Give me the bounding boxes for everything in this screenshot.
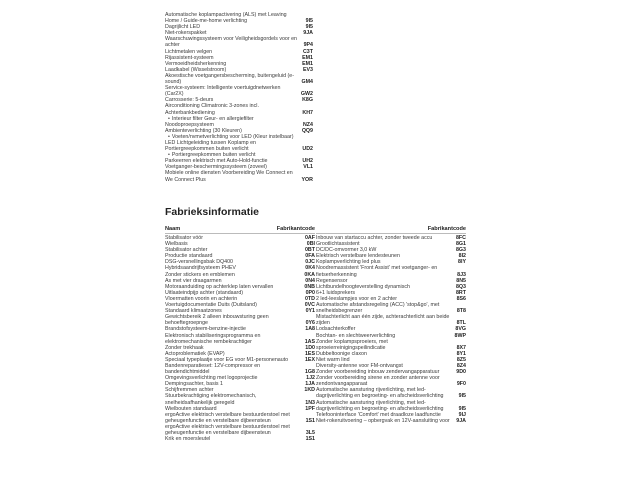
option-code: 1ES (304, 350, 315, 357)
option-code: EM1 (302, 54, 313, 61)
option-code: 0P0 (305, 289, 315, 296)
option-name: Omgevingsverlichting met logoprojectie (165, 375, 258, 382)
option-name: Krik en moersleutel (165, 436, 211, 443)
option-code: C3T (302, 48, 313, 55)
option-code: YOR (301, 176, 313, 183)
option-code: 9D0 (456, 369, 466, 376)
option-name: Waarschuwingssysteem voor Veiligheidsgordels voor en achter (165, 36, 297, 49)
option-code: 8WP (454, 332, 466, 339)
option-row (316, 339, 466, 351)
option-code: GM4 (301, 79, 313, 86)
option-code: 9P4 (303, 42, 313, 49)
option-code: 0FA (305, 253, 315, 260)
option-code: KH7 (302, 109, 313, 116)
option-code: 1G8 (304, 369, 315, 376)
option-code: 1S1 (305, 417, 315, 424)
option-code: 8RT (455, 289, 466, 296)
option-name: Mistachterlicht aan één zijde, achterachterlicht aan beide zijden (316, 314, 450, 327)
option-name: Lodsachterkoffer (316, 326, 356, 333)
option-code: 0Y6 (305, 320, 315, 327)
option-code: 0AF (304, 235, 315, 241)
option-name: Wielbouten standaard (165, 405, 217, 412)
option-code: 1J2 (306, 375, 315, 382)
option-name: Zonder stickers en emblemen (165, 271, 235, 278)
option-name: Carrosserie: 5-deurs (165, 97, 214, 104)
option-name: Grootlichtassistent (316, 241, 360, 248)
option-name: Gewichtsbereik 2 alleen inbouwsturing geen behoeftegroepnge (165, 314, 269, 327)
option-code: NZ4 (302, 121, 313, 128)
option-name: Dempingsachter, basis 1 (165, 381, 224, 388)
option-row (165, 333, 315, 345)
option-name: Zonder koplampsproeiers, met sproeierreinigingspeilindicatie (316, 338, 388, 351)
option-name: • Portiergreepkommen buiten verlicht (165, 152, 313, 158)
option-code: 8TL (456, 320, 466, 327)
option-name: Voertuigdocumentatie Duits (Duitsland) (165, 302, 257, 309)
option-code: 8G3 (455, 247, 466, 254)
option-row (165, 103, 313, 115)
option-name: Schijfremmen achter (165, 387, 214, 394)
option-row (316, 302, 466, 314)
option-name: Actoproblematiek (EVAP) (165, 350, 225, 357)
option-name: Standaard klimaatzones (165, 308, 222, 315)
option-name: Motoraanduiding op achterklep laten vervallen (165, 283, 274, 290)
option-name: Hybridsaandrijfsysteem PHEV (165, 265, 236, 272)
option-name: Inbouw van startaccu achter, zonder tweede accu (316, 235, 433, 241)
option-name: • Voeten/nvmetverlichting voor LED (Kleur instelbaar) (165, 134, 313, 140)
option-row (165, 314, 315, 326)
option-code: 9IJ (458, 411, 466, 418)
option-name: Automatische koplampactivering (ALS) met Leaving Home / Guide-me-home verlichting (165, 12, 287, 25)
option-code: 8T8 (456, 308, 466, 315)
option-code: EV3 (302, 66, 313, 73)
option-code: 0BI (306, 241, 315, 248)
option-row (165, 140, 313, 152)
code-header: Fabrikantcode (276, 226, 315, 232)
option-name: Zonder voorbereiding sirene en zonder antenne voor zendontvangapparaat (316, 375, 440, 388)
option-name: Ambienteverlichting (30 Kleuren) (165, 127, 242, 134)
option-name: Uitlaateindpijp achter (standaard) (165, 289, 244, 296)
option-code: VL1 (303, 164, 313, 171)
option-row (316, 418, 466, 424)
option-code: 1N3 (305, 399, 315, 406)
option-row (165, 393, 315, 405)
option-row (165, 85, 313, 97)
option-row (165, 36, 313, 48)
option-row (316, 400, 466, 412)
left-column-header (165, 226, 315, 234)
option-code: UD2 (302, 146, 313, 153)
option-code: 9I5 (305, 18, 313, 25)
option-name: Noodoproepsysteem (165, 121, 214, 128)
code-header: Fabrikantcode (427, 226, 466, 232)
option-name: Rijassistent-systeem (165, 54, 214, 61)
option-code: 9JA (456, 417, 466, 424)
option-code: 0Y1 (305, 308, 315, 315)
option-code: 0KA (304, 271, 315, 278)
option-code: 8N5 (456, 277, 466, 284)
option-code: 8FC (455, 235, 466, 241)
option-code: 0NB (304, 283, 315, 290)
option-code: QQ9 (301, 127, 313, 134)
option-code: 8S6 (456, 295, 466, 302)
option-name: Automatische aansturing rijverlichting, met led-dagrijverlichting en begroeting- en afscheidsverlichting (316, 399, 444, 412)
option-name: Parkeerren elektrisch met Auto-Hold-functie (165, 158, 268, 165)
option-name: Airconditioning Climatronic 3-zones incl. Achterbankbediening (165, 103, 259, 116)
option-name: Elektronisch stabiliseringsprogramma en elektromechanische rembekrachtiger (165, 332, 261, 345)
option-name: Koplampverlichting led plus (316, 259, 381, 266)
option-code: GW2 (300, 91, 313, 98)
option-code: 1KD (304, 387, 315, 394)
option-name: Speciaal typeplaatje voor EG voor M1-personenauto (165, 356, 289, 363)
option-code: 8I2 (458, 253, 466, 260)
option-code: 1AS (304, 338, 315, 345)
option-name: Bandenreparatieset: 12V-compressor en bandendichtmiddel (165, 362, 261, 376)
option-code: 8J3 (457, 271, 466, 278)
factory-info-left-column (165, 226, 315, 442)
option-row (316, 265, 466, 277)
option-row (165, 424, 315, 436)
option-code: EM1 (302, 60, 313, 67)
option-code: 9I5 (305, 24, 313, 31)
option-row (316, 314, 466, 326)
option-name: Bochtan- en slechtweerverlichting (316, 332, 396, 339)
option-code: 1D0 (305, 344, 315, 351)
option-name: Elektrisch verstelbare lendesteunen (316, 253, 400, 260)
option-name: Automatische aansturing rijverlichting, met led-dagrijverlichting en begroeting- en afscheidsverlichting (316, 387, 444, 400)
option-name: Zonder voorbereiding inbouw zendervangapparatuur (316, 369, 440, 376)
option-code: 0TD (304, 295, 315, 302)
option-name: Stabilisator achter (165, 247, 208, 254)
equipment-list (165, 12, 313, 183)
option-row (165, 363, 315, 375)
option-name: Zonder trekhaak (165, 344, 204, 351)
option-name: Lichtmetalen velgen (165, 48, 213, 55)
option-name: Laadkabel (Wisselstroom) (165, 66, 227, 73)
option-code: 0N4 (305, 277, 315, 284)
option-name: Akoestische voetgangersbescherming, buitengeluid (e-sound) (165, 72, 294, 86)
option-name: Dagrijlicht LED (165, 24, 201, 31)
option-code: 0JC (305, 259, 315, 266)
option-name: Telefooninterface 'Comfort' met draadloze laadfunctie (316, 411, 441, 418)
option-name: Niet warm lind (316, 356, 350, 363)
option-code: 3L5 (305, 430, 315, 436)
option-name: 6+1 luidsprekers (316, 289, 356, 296)
option-name: Automatische afstandsregeling (ACC) 'stop&go', met snelheidsbegrenzer (316, 302, 440, 315)
option-row (316, 375, 466, 387)
option-code: 1S1 (305, 436, 315, 443)
right-column-header (316, 226, 466, 234)
name-header: Naam (165, 226, 181, 232)
option-name: DSG-versnellingsbak DQ400 (165, 259, 234, 266)
option-name: Regensensor (316, 277, 348, 284)
option-code: 8X7 (456, 344, 466, 351)
option-row (165, 170, 313, 182)
option-name: ergoActive elektrisch verstelbare bestuurderstoel met geheugenfunctie en verstelbare dijbeensteun (165, 423, 290, 436)
option-code: 9JA (303, 30, 313, 37)
option-code: 1EX (304, 356, 315, 363)
option-code: 8Y1 (456, 350, 466, 357)
option-code: 1JA (305, 381, 315, 388)
option-name: Productie standaard (165, 253, 213, 260)
option-name: Lichtbundelhoogteverstelling dynamisch (316, 283, 410, 290)
option-name: Service-systeem: Intelligente voertuigdnetwerken (Car2X) (165, 85, 281, 98)
factory-info-right-column (316, 226, 466, 424)
option-code: 0BT (304, 247, 315, 254)
option-name: • Interieur filter Geur- en allergiefilter (165, 116, 313, 122)
option-code: 9I5 (458, 405, 466, 412)
option-name: Niet-rokeruitvoering – opbergvak en 12V-aansluiting voor (316, 417, 450, 424)
option-name: Vermoeidheidsherkenning (165, 60, 227, 67)
option-code: 9F0 (456, 381, 466, 388)
option-name: LED Lichtgeleiding tussen Koplamp en Portiergreepkommen buiten verlicht (165, 139, 256, 153)
option-code: 0K4 (305, 265, 315, 272)
option-name: Brandstofsysteem-benzine-injectie (165, 326, 246, 333)
option-name: As met vier draagarmen (165, 277, 222, 284)
option-name: Stabilisator vóór (165, 235, 203, 241)
option-code: UH2 (302, 158, 313, 165)
option-row (165, 12, 313, 24)
option-name: Mobiele online diensten Voorbereiding We Connect en We Connect Plus (165, 170, 293, 183)
option-name: Noodremassistent 'Front Assist' met voetganger- en fietserherkenning (316, 265, 438, 278)
option-name: Voetganger-beschermingssysteem (zoveel) (165, 164, 267, 171)
option-row (165, 412, 315, 424)
option-name: Stuurbekrachtiging elektromechanisch, snelheidsafhankelijk geregeld (165, 393, 257, 406)
option-row (316, 387, 466, 399)
option-row (165, 73, 313, 85)
option-name: ergoActive elektrisch verstelbare bestuurderstoel met geheugenfunctie en verstelbare dijbeensteun (165, 411, 290, 424)
option-code: 8IY (458, 259, 466, 266)
option-name: Wielbasis (165, 241, 188, 248)
option-code: 8VG (455, 326, 466, 333)
option-name: DC/DC-omvormer 3,0 kW (316, 247, 377, 254)
option-name: Niet-rokerspakket (165, 30, 207, 37)
option-code: 1A8 (305, 326, 315, 333)
section-title: Fabrieksinformatie (165, 206, 259, 218)
option-code: 8Q3 (455, 283, 466, 290)
option-name: Diversity-antenne voor FM-ontvangst (316, 362, 403, 369)
option-name: Dubbeltoonige claxon (316, 350, 367, 357)
option-code: 8G1 (455, 241, 466, 248)
option-row (165, 436, 315, 442)
option-code: 8Z5 (456, 356, 466, 363)
option-name: 2 led-leeslampjes voor en 2 achter (316, 295, 397, 302)
option-code: 1PF (305, 405, 315, 412)
option-code: K8G (302, 97, 313, 104)
option-code: 9I5 (458, 393, 466, 400)
option-code: 8Z4 (456, 362, 466, 369)
option-code: 0VC (304, 302, 315, 309)
option-name: Vloermatten voorin en achterin (165, 295, 238, 302)
